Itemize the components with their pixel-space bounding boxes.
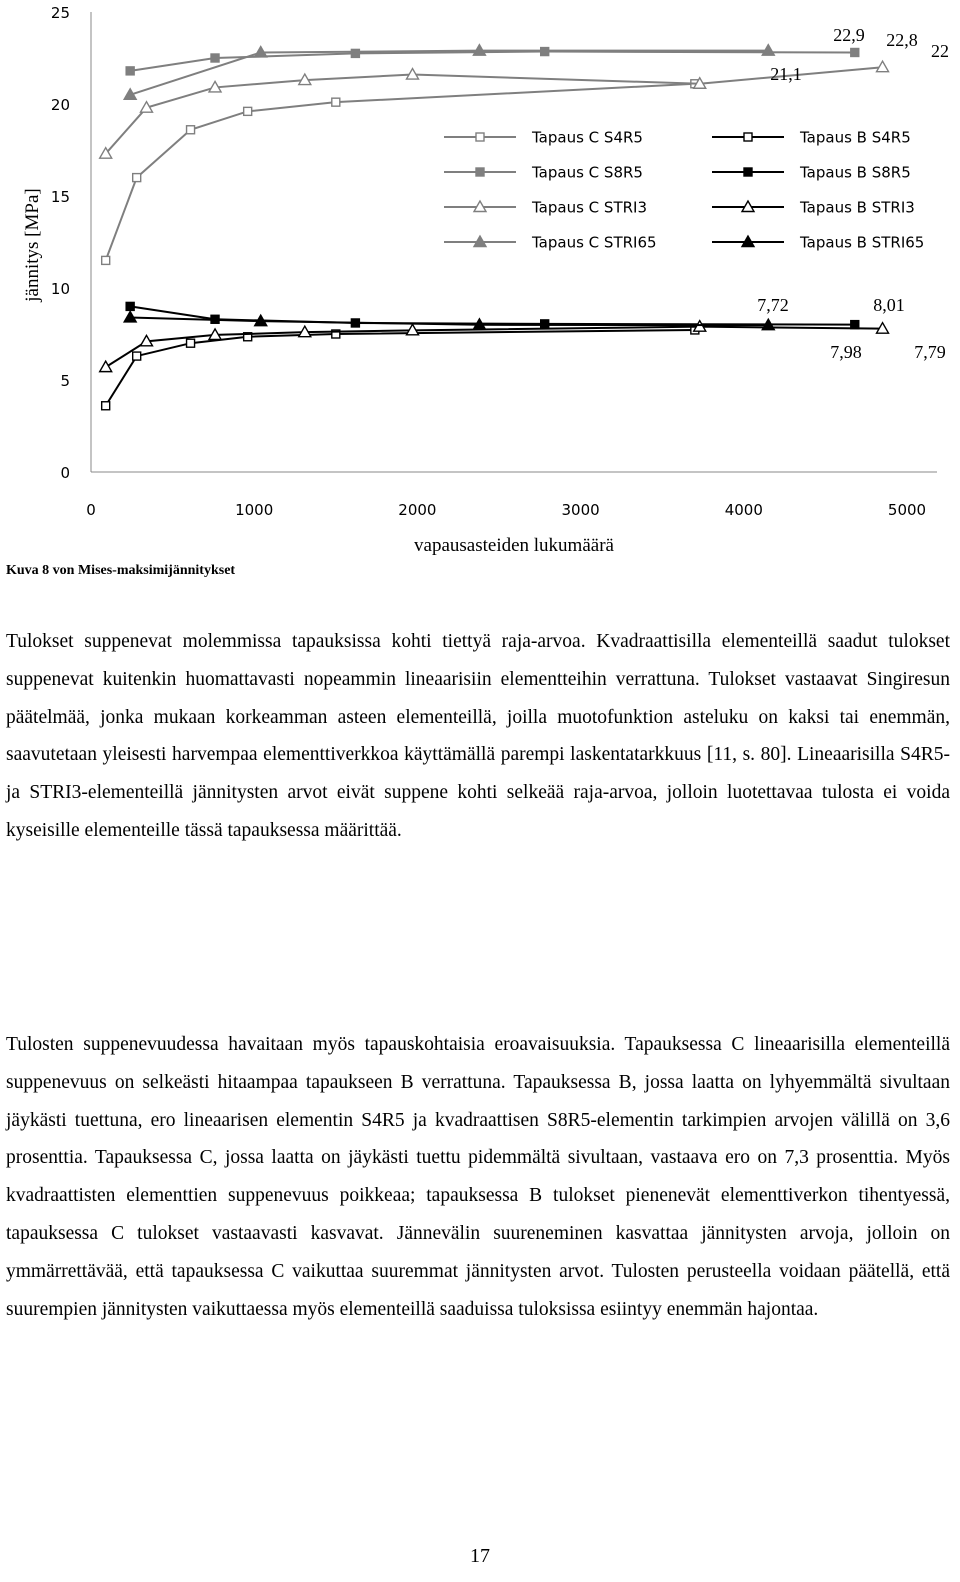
series-group (102, 326, 699, 410)
paragraph-1: Tulokset suppenevat molemmissa tapauksissa kohti tiettyä raja-arvoa. Kvadraattisilla elementeillä saadut tulokset suppenevat kuitenkin huomattavasti nopeammin lineaarisiin elementteihin verrattuna. Tulokset vastaavat Singiresun päätelmää, jonka mukaan korkeamman asteen elementeillä, joilla muotofunktion asteluku on kaksi tai enemmän, saavutetaan yleisesti harvempaa elementtiverkkoa käyttämällä parempi laskentatarkkuus [11, s. 80]. Lineaarisilla S4R5- ja STRI3-elementeillä jännitysten arvot eivät suppene kohti selkeää raja-arvoa, jolloin luotettavaa tulosta ei voida kyseisille elementeille tässä tapauksessa määrittää. (6, 631, 950, 841)
legend-item (712, 199, 915, 217)
y-tick-label: 20 (50, 96, 70, 114)
legend-item (444, 164, 643, 182)
value-annotation: 21,1 (770, 64, 802, 84)
y-tick-label: 10 (50, 280, 70, 298)
chart-annotations (757, 25, 949, 362)
legend-marker (476, 133, 484, 141)
legend-label: Tapaus C STRI3 (532, 198, 647, 217)
chart-legend (444, 129, 924, 252)
data-point (126, 67, 134, 75)
x-tick-label: 4000 (724, 501, 763, 519)
legend-label: Tapaus B STRI65 (800, 233, 925, 252)
x-tick-label: 0 (86, 501, 96, 519)
value-annotation: 8,01 (873, 295, 905, 315)
value-annotation: 22 (931, 41, 949, 61)
data-point (133, 174, 141, 182)
legend-label: Tapaus B STRI3 (800, 198, 915, 217)
legend-marker (744, 168, 752, 176)
data-point (187, 339, 195, 347)
y-tick-label: 0 (60, 464, 70, 482)
value-annotation: 7,79 (914, 342, 946, 362)
data-point (102, 256, 110, 264)
data-point (126, 302, 134, 310)
figure-caption: Kuva 8 von Mises-maksimijännitykset (6, 563, 236, 578)
stress-chart (0, 0, 960, 560)
legend-label: Tapaus C STRI65 (532, 233, 657, 252)
paragraph-2: Tulosten suppenevuudessa havaitaan myös tapauskohtaisia eroavaisuuksia. Tapauksessa C lineaarisilla elementeillä suppenevuus on selkeästi hitaampaa tapaukseen B verrattuna. Tapauksessa B, jossa laatta on lyhyemmältä sivultaan jäykästi tuettuna, ero lineaarisen elementin S4R5 ja kvadraattisen S8R5-elementin tarkimpien arvojen välillä on 3,6 prosenttia. Tapauksessa C, jossa laatta on jäykästi tuettu pidemmältä sivultaan, vastaava ero on 7,3 prosenttia. Myös kvadraattisten elementtien suppenevuus poikkeaa; tapauksessa B tulokset pienenevät elementtiverkon tihentyessä, tapauksessa C tulokset vastaavasti kasvavat. Jännevälin suureneminen kasvattaa jännitysten arvoja, jolloin on ymmärrettävää, että tapauksessa C vaikuttaa suuremmat jännitysten arvot. Tulosten perusteella voidaan päätellä, että suurempien jännitysten vaikuttaessa myös elementeillä saaduissa tuloksissa esiintyy enemmän hajontaa. (6, 1034, 950, 1320)
y-tick-label: 25 (50, 4, 70, 22)
data-point (102, 402, 110, 410)
legend-item (712, 234, 924, 252)
legend-label: Tapaus B S8R5 (800, 163, 911, 182)
y-axis-title: jännitys [MPa] (22, 188, 43, 302)
data-point (332, 98, 340, 106)
data-point (851, 48, 859, 56)
y-tick-label: 15 (50, 188, 70, 206)
series-line (106, 67, 883, 153)
legend-label: Tapaus C S4R5 (532, 128, 643, 147)
x-tick-label: 3000 (561, 501, 600, 519)
legend-item (444, 129, 643, 147)
data-point (351, 49, 359, 57)
legend-marker (476, 168, 484, 176)
legend-label: Tapaus C S8R5 (532, 163, 643, 182)
value-annotation: 7,98 (830, 342, 862, 362)
legend-label: Tapaus B S4R5 (800, 128, 911, 147)
legend-item (444, 199, 647, 217)
data-point (877, 61, 889, 71)
chart-axes (22, 4, 937, 556)
chart-series (100, 45, 889, 410)
legend-marker (744, 133, 752, 141)
x-tick-label: 5000 (887, 501, 927, 519)
series-line (130, 306, 855, 324)
x-axis-title: vapausasteiden lukumäärä (414, 535, 614, 556)
value-annotation: 7,72 (757, 295, 789, 315)
value-annotation: 22,9 (833, 25, 865, 45)
page-number: 17 (470, 1545, 490, 1567)
data-point (211, 54, 219, 62)
y-tick-label: 5 (60, 372, 70, 390)
data-point (133, 352, 141, 360)
legend-item (712, 129, 911, 147)
legend-item (712, 164, 911, 182)
series-line (130, 52, 855, 71)
x-tick-label: 2000 (398, 501, 437, 519)
data-point (100, 361, 112, 372)
data-point (244, 107, 252, 115)
legend-item (444, 234, 657, 252)
data-point (187, 126, 195, 134)
value-annotation: 22,8 (886, 30, 918, 50)
x-tick-label: 1000 (235, 501, 274, 519)
